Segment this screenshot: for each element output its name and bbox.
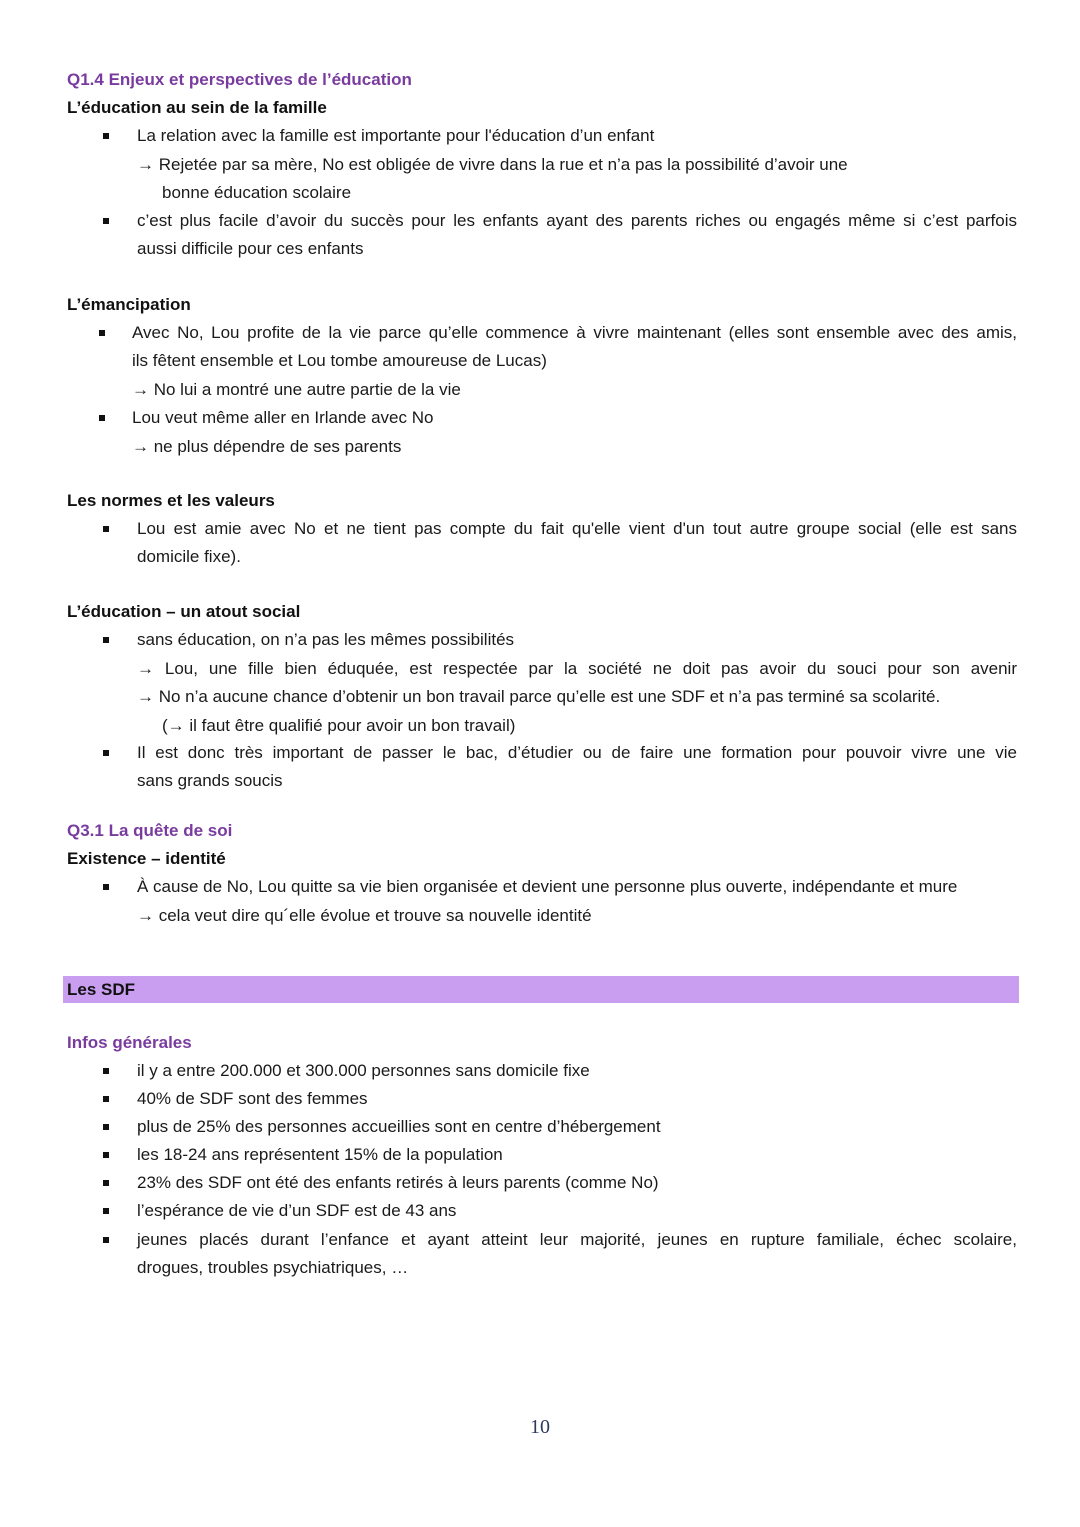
bullet-icon <box>99 415 105 421</box>
arrow-item: → cela veut dire qu´elle évolue et trouve sa nouvelle identité <box>137 906 592 925</box>
arrow-item: → No n’a aucune chance d’obtenir un bon travail parce qu’elle est une SDF et n’a pas terminé sa scolarité. <box>137 687 941 706</box>
bullet-icon <box>103 1152 109 1158</box>
bullet-icon <box>103 884 109 890</box>
list-item: c’est plus facile d’avoir du succès pour les enfants ayant des parents riches ou engagés même si c’est parfois <box>137 211 1017 230</box>
bullet-icon <box>103 1124 109 1130</box>
list-item: 23% des SDF ont été des enfants retirés à leurs parents (comme No) <box>137 1173 659 1192</box>
arrow-item: → ne plus dépendre de ses parents <box>132 437 402 456</box>
list-item: La relation avec la famille est importante pour l'éducation d’un enfant <box>137 126 655 145</box>
section-title-q31: Q3.1 La quête de soi <box>67 821 233 840</box>
bullet-icon <box>103 218 109 224</box>
bullet-icon <box>99 330 105 336</box>
subheading-emancipation: L’émancipation <box>67 295 191 314</box>
list-item-continuation: domicile fixe). <box>137 547 241 566</box>
list-item: Lou veut même aller en Irlande avec No <box>132 408 434 427</box>
bullet-icon <box>103 637 109 643</box>
list-item: les 18-24 ans représentent 15% de la population <box>137 1145 503 1164</box>
section-title-q14: Q1.4 Enjeux et perspectives de l’éducation <box>67 70 412 89</box>
list-item: Il est donc très important de passer le bac, d’étudier ou de faire une formation pour pouvoir vivre une vie <box>137 743 1017 762</box>
subheading-education-famille: L’éducation au sein de la famille <box>67 98 327 117</box>
arrow-item: → Lou, une fille bien éduquée, est respectée par la société ne doit pas avoir du souci pour son avenir <box>137 659 1017 678</box>
page-number: 10 <box>530 1416 550 1438</box>
list-item-continuation: drogues, troubles psychiatriques, … <box>137 1258 409 1277</box>
list-item: Avec No, Lou profite de la vie parce qu’elle commence à vivre maintenant (elles sont ensemble avec des amis, <box>132 323 1017 342</box>
list-item: jeunes placés durant l’enfance et ayant atteint leur majorité, jeunes en rupture familiale, échec scolaire, <box>137 1230 1017 1249</box>
subheading-normes: Les normes et les valeurs <box>67 491 275 510</box>
list-item: Lou est amie avec No et ne tient pas compte du fait qu'elle vient d'un tout autre groupe social (elle est sans <box>137 519 1017 538</box>
subheading-atout-social: L’éducation – un atout social <box>67 602 301 621</box>
bullet-icon <box>103 1237 109 1243</box>
section-band-sdf <box>63 976 1019 1003</box>
arrow-item-note: (→ il faut être qualifié pour avoir un bon travail) <box>162 716 516 735</box>
list-item-continuation: sans grands soucis <box>137 771 283 790</box>
bullet-icon <box>103 133 109 139</box>
arrow-item: → Rejetée par sa mère, No est obligée de vivre dans la rue et n’a pas la possibilité d’avoir une <box>137 155 848 174</box>
arrow-item-continuation: bonne éducation scolaire <box>162 183 352 202</box>
list-item: l’espérance de vie d’un SDF est de 43 ans <box>137 1201 457 1220</box>
subheading-existence: Existence – identité <box>67 849 226 868</box>
bullet-icon <box>103 1180 109 1186</box>
bullet-icon <box>103 1208 109 1214</box>
list-item: sans éducation, on n’a pas les mêmes possibilités <box>137 630 515 649</box>
bullet-icon <box>103 750 109 756</box>
bullet-icon <box>103 1068 109 1074</box>
bullet-icon <box>103 526 109 532</box>
list-item-continuation: aussi difficile pour ces enfants <box>137 239 364 258</box>
list-item: plus de 25% des personnes accueillies sont en centre d’hébergement <box>137 1117 661 1136</box>
list-item: 40% de SDF sont des femmes <box>137 1089 368 1108</box>
arrow-item: → No lui a montré une autre partie de la vie <box>132 380 461 399</box>
list-item-continuation: ils fêtent ensemble et Lou tombe amoureuse de Lucas) <box>132 351 547 370</box>
list-item: À cause de No, Lou quitte sa vie bien organisée et devient une personne plus ouverte, indépendante et mure <box>137 877 958 896</box>
subheading-infos-generales: Infos générales <box>67 1033 192 1052</box>
list-item: il y a entre 200.000 et 300.000 personnes sans domicile fixe <box>137 1061 590 1080</box>
bullet-icon <box>103 1096 109 1102</box>
band-title: Les SDF <box>67 980 136 999</box>
